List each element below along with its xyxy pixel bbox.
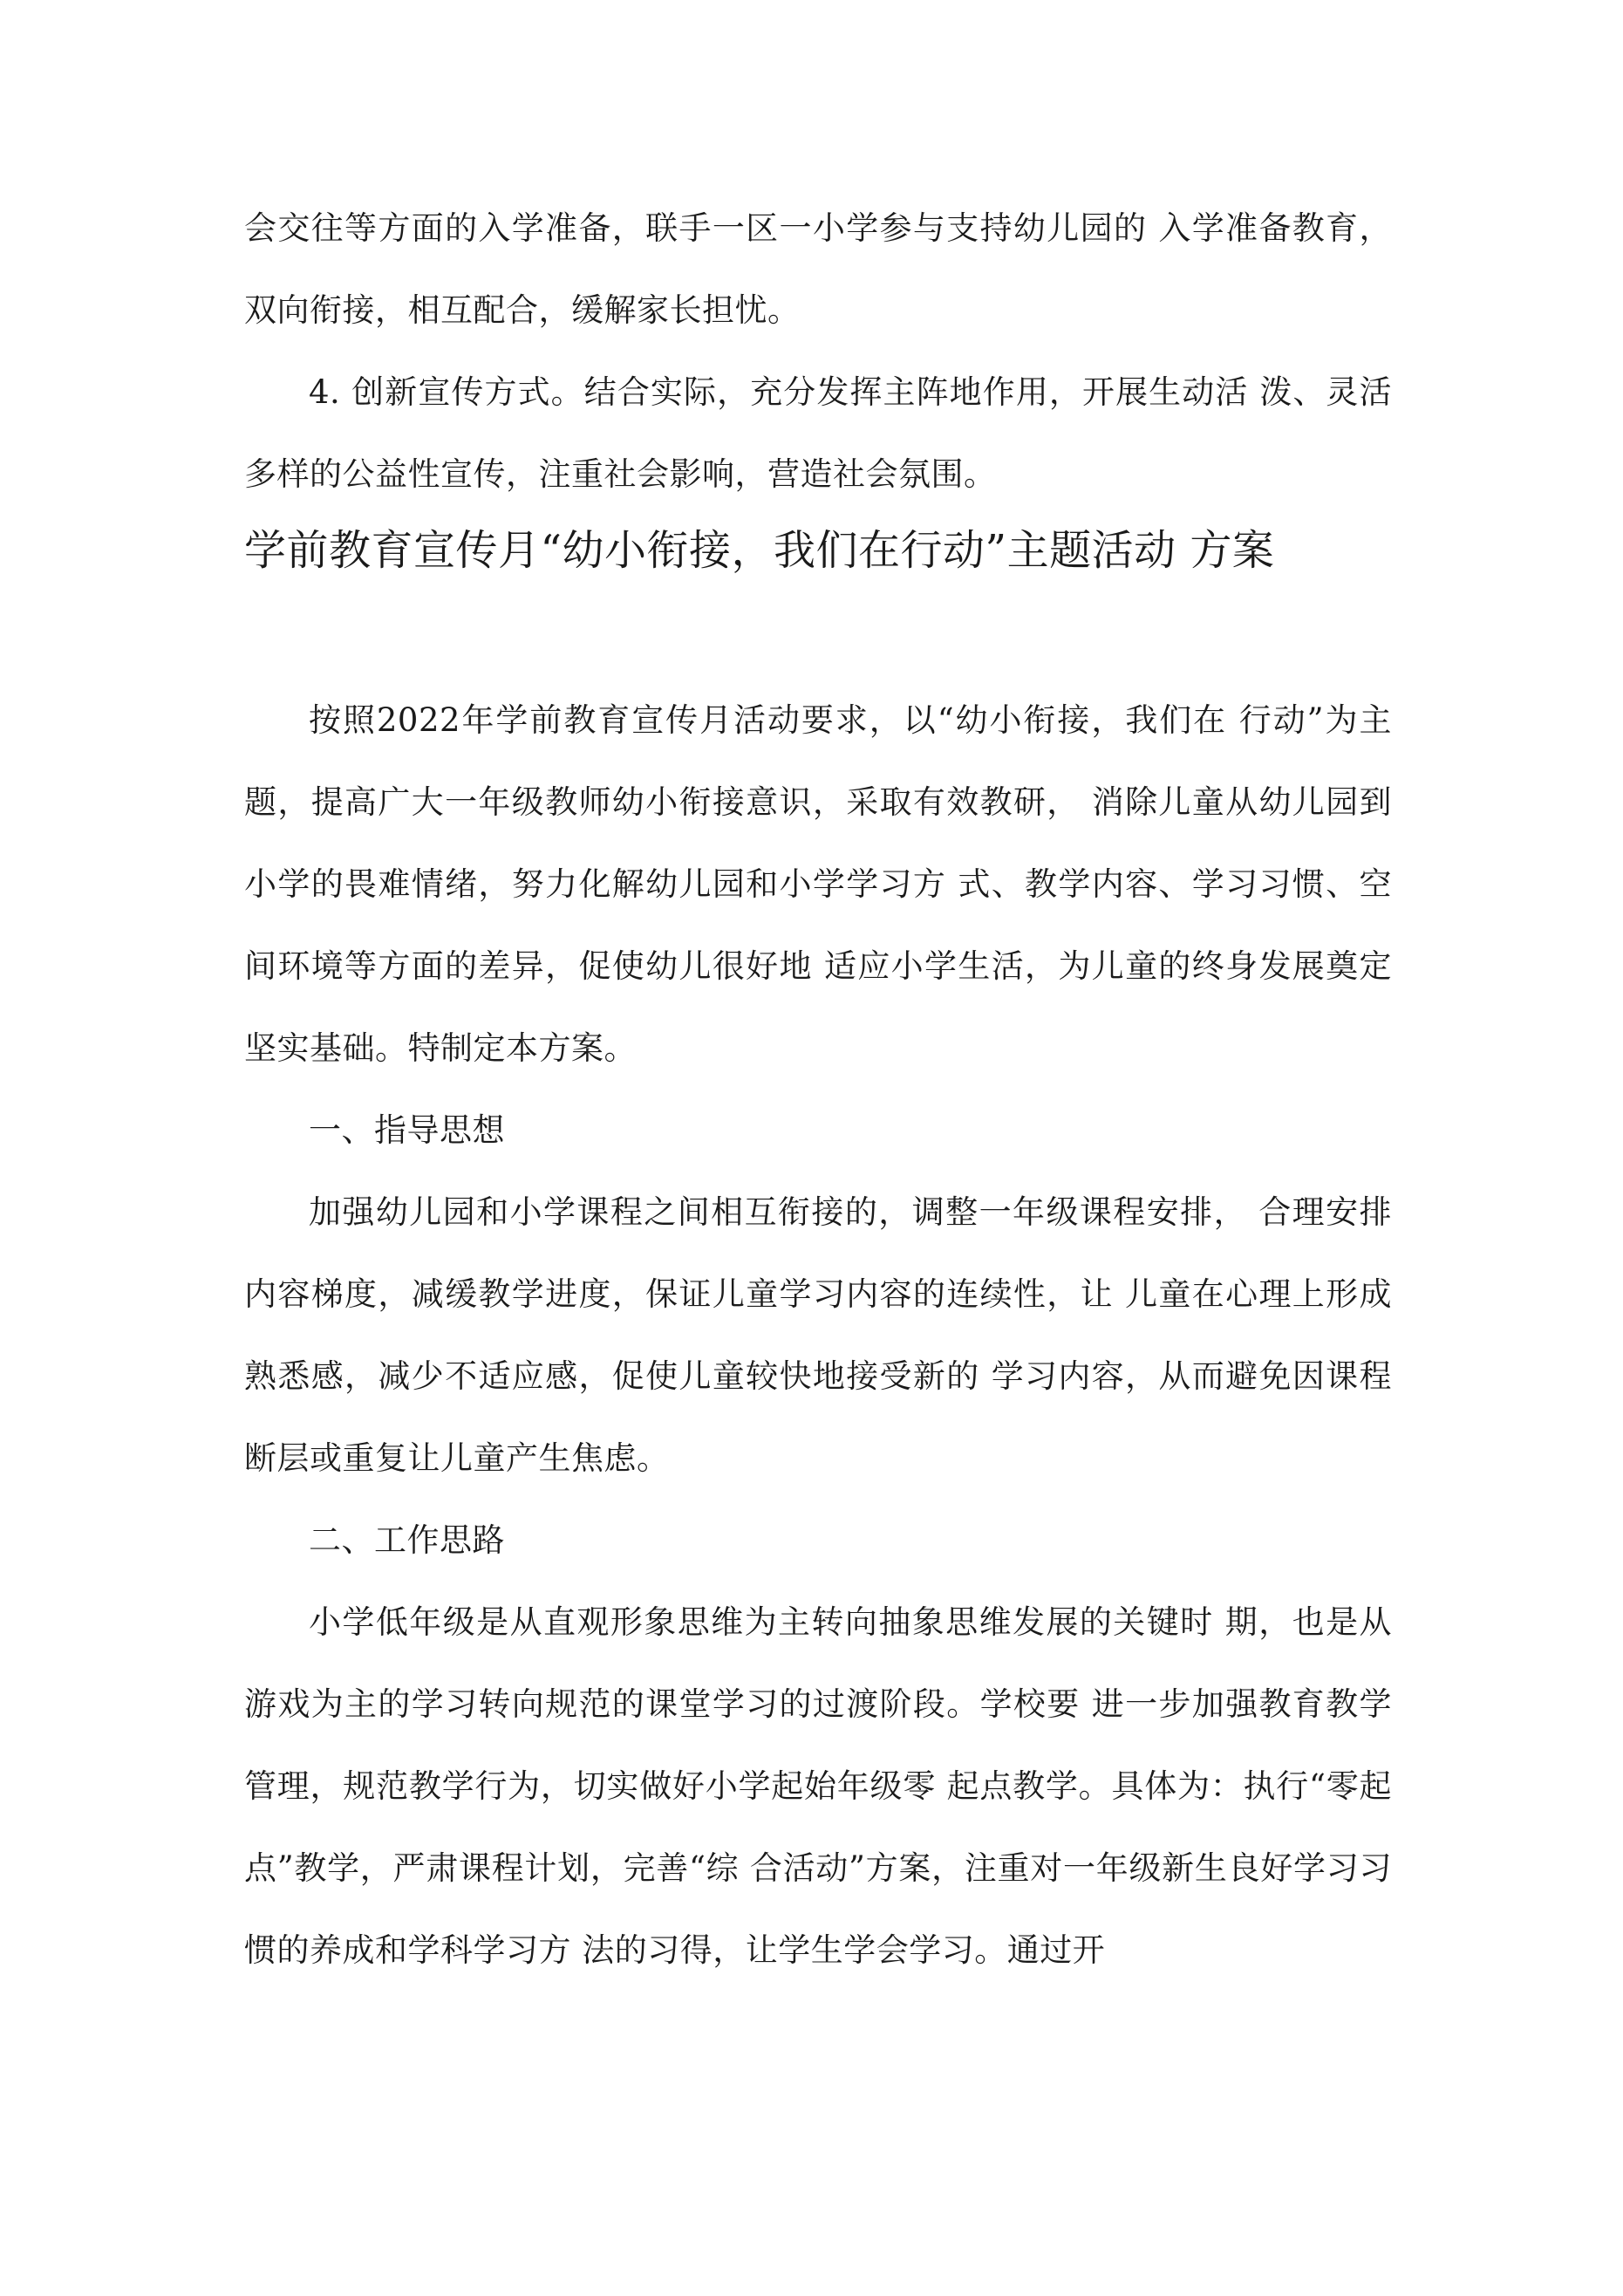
intro-paragraph: 按照2022年学前教育宣传月活动要求，以“幼小衔接，我们在 行动”为主题，提高广大一年级教师幼小衔接意识，采取有效教研， 消除儿童从幼儿园到小学的畏难情绪，努力化解幼儿园和小学学习方 式、教学内容、学习习惯、空间环境等方面的差异，促使幼儿很好地 适应小学生活，为儿童的终身发展奠定坚实基础。特制定本方案。 (244, 701, 1392, 1067)
document-title: 学前教育宣传月“幼小衔接，我们在行动”主题活动 方案 (244, 526, 1275, 575)
item-4-paragraph: 4. 创新宣传方式。结合实际，充分发挥主阵地作用，开展生动活 泼、灵活多样的公益性宣传，注重社会影响，营造社会氛围。 (244, 373, 1392, 493)
section-1-body: 加强幼儿园和小学课程之间相互衔接的，调整一年级课程安排， 合理安排内容梯度，减缓教学进度，保证儿童学习内容的连续性，让 儿童在心理上形成熟悉感，减少不适应感，促使儿童较快地接受新的 学习内容，从而避免因课程断层或重复让儿童产生焦虑。 (244, 1193, 1392, 1477)
section-2-heading: 二、工作思路 (309, 1521, 505, 1559)
section-2-body: 小学低年级是从直观形象思维为主转向抽象思维发展的关键时 期，也是从游戏为主的学习转向规范的课堂学习的过渡阶段。学校要 进一步加强教育教学管理，规范教学行为，切实做好小学起始年级零 起点教学。具体为：执行“零起点”教学，严肃课程计划，完善“综 合活动”方案，注重对一年级新生良好学习习惯的养成和学科学习方 法的习得，让学生学会学习。通过开 (244, 1603, 1392, 1969)
document-page (244, 188, 1392, 1992)
title-spacer (244, 582, 1392, 680)
section-1-heading: 一、指导思想 (309, 1111, 505, 1149)
continuation-paragraph: 会交往等方面的入学准备，联手一区一小学参与支持幼儿园的 入学准备教育，双向衔接，相互配合，缓解家长担忧。 (244, 209, 1392, 329)
